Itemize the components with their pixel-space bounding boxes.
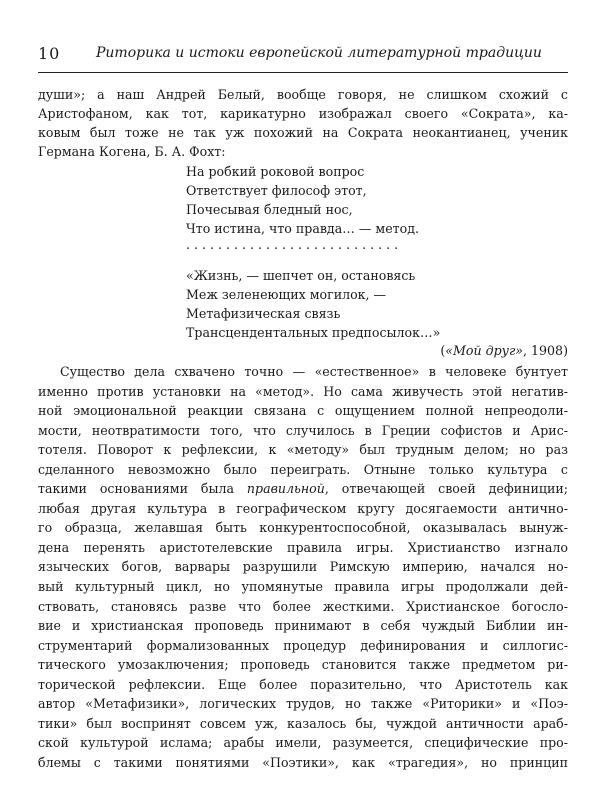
text-line: ковым был тоже не так уж похожий на Сократа неокантианец, ученик <box>38 125 568 140</box>
source-title: «Мой друг» <box>445 343 524 358</box>
verse-line: Что истина, что правда… — метод. <box>186 221 419 236</box>
text-line: автор «Метафизики», логических трудов, но также «Риторики» и «Поэ- <box>38 696 568 712</box>
text-line: сделанного невозможно было переиграть. Отныне только культура с <box>38 461 568 477</box>
text-line: тического умозаключения; проповедь становится также предметом ри- <box>38 657 568 673</box>
running-header <box>38 44 568 66</box>
text-line: вие и христианская проповедь принимают в себя чуждый Библии ин- <box>38 618 568 634</box>
text-line <box>38 479 568 499</box>
page-number: 10 <box>38 44 61 63</box>
text-line: тотеля. Поворот к рефлексии, к «методу» был трудным делом; но раз <box>38 442 568 458</box>
text-line: го образца, желавшая быть конкурентоспособной, оказывалась вынуж- <box>38 520 568 536</box>
verse-line: Метафизическая связь <box>186 306 341 321</box>
text-line: ствовать, становясь разве что более жесткими. Христианское богосло- <box>38 598 568 614</box>
verse-line: Меж зеленеющих могилок, — <box>186 287 387 302</box>
text-line: тики» был воспринят совсем уж, казалось бы, чуждой античности араб- <box>38 715 568 731</box>
poem-stanza-1 <box>186 162 419 238</box>
text-line: ской культурой ислама; арабы имели, разумеется, специфические про- <box>38 735 568 751</box>
source-open: ( <box>440 343 446 358</box>
poem-source <box>440 343 568 358</box>
text-line: вый культурный цикл, но упомянутые правила игры продолжали дей- <box>38 579 568 595</box>
running-title: Риторика и истоки европейской литературной традиции <box>96 45 542 61</box>
verse-line: Трансцендентальных предпосылок…» <box>186 325 441 340</box>
verse-line: «Жизнь, — шепчет он, остановясь <box>186 268 416 283</box>
text-line: именно против установки на «метод». Но сама живучесть этой негатив- <box>38 383 568 399</box>
text-line: торической рефлексии. Еще более поразительно, что Аристотель как <box>38 676 568 692</box>
text-line: дена перенять аристотелевские правила игры. Христианство изгнало <box>38 539 568 555</box>
header-rule <box>38 72 568 73</box>
text-line: Германа Когена, Б. А. Фохт: <box>38 144 226 159</box>
text-line: струментарий формализованных процедур дефинирования и силлогис- <box>38 637 568 653</box>
text-segment: , отвечающей своей дефиниции; <box>324 481 568 497</box>
verse-line: Ответствует философ этот, <box>186 183 367 198</box>
text-line: души»; а наш Андрей Белый, вообще говоря, не слишком схожий с <box>38 87 568 102</box>
paragraph-2 <box>38 362 568 772</box>
verse-line: Почесывая бледный нос, <box>186 202 353 217</box>
poem-stanza-2 <box>186 266 440 342</box>
paragraph-1 <box>38 85 568 161</box>
verse-line: На робкий роковой вопрос <box>186 164 365 179</box>
text-line: мости, неотвратимости того, что случилось в Греции софистов и Арис- <box>38 422 568 438</box>
text-line: Аристофаном, как тот, карикатурно изображал своего «Сократа», ка- <box>38 106 568 121</box>
text-line: Существо дела схвачено точно — «естественное» в человеке бунтует <box>60 364 568 379</box>
text-line: любая другая культура в географическом кругу досягаемости антично- <box>38 500 568 516</box>
verse-ellipsis: ........................... <box>186 237 403 252</box>
text-segment: такими основаниями была <box>38 481 247 497</box>
source-year: , 1908) <box>523 343 568 358</box>
text-line: языческих богов, варвары разрушили Римскую империю, начался но- <box>38 559 568 575</box>
text-line: блемы с такими понятиями «Поэтики», как «трагедия», но принцип <box>38 754 568 770</box>
text-line: ной эмоциональной реакции связана с ощущением полной непреодоли- <box>38 403 568 419</box>
italic-word: правильной <box>246 481 325 497</box>
